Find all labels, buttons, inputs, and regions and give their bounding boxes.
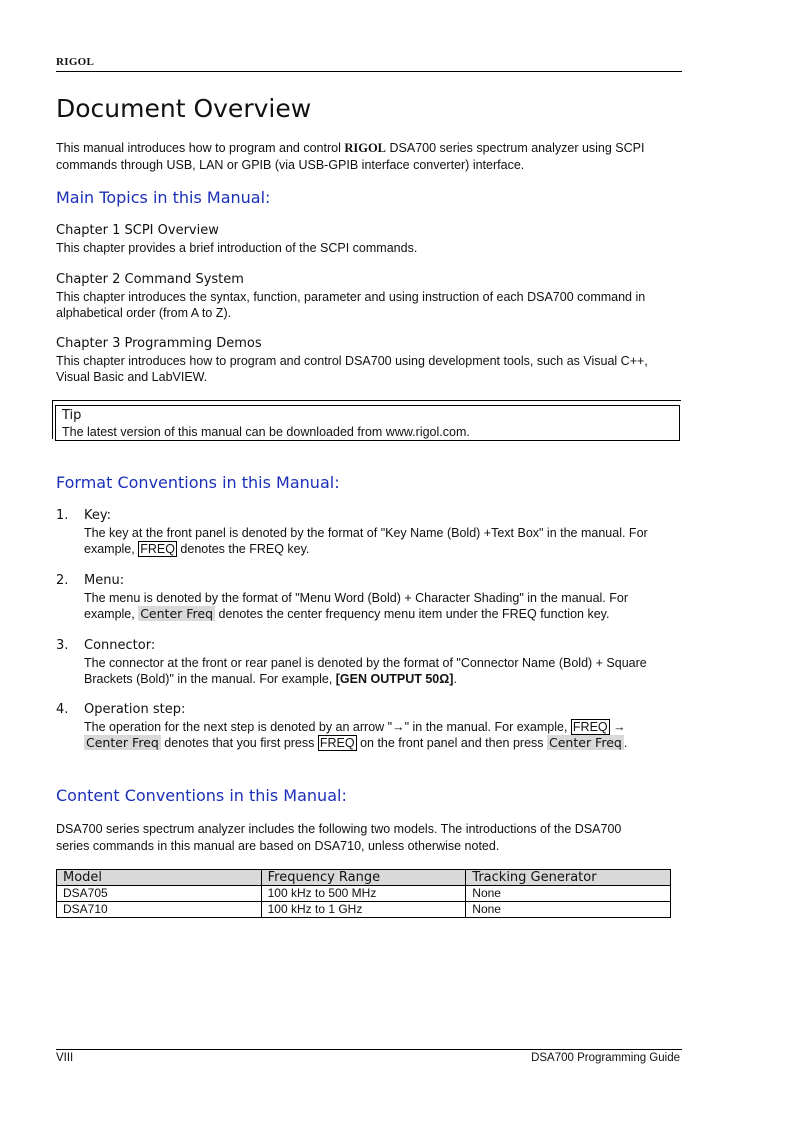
step-desc-end: . xyxy=(623,736,628,750)
intro-text-post: DSA700 series spectrum analyzer using SCPI xyxy=(386,141,645,155)
chapter-3 xyxy=(56,336,686,386)
intro-brand: RIGOL xyxy=(344,141,387,155)
format-item-menu xyxy=(84,573,684,623)
key-desc-post: denotes the FREQ key. xyxy=(176,542,310,556)
header-brand: RIGOL xyxy=(56,56,95,68)
intro-line-2: commands through USB, LAN or GPIB (via USB-GPIB interface converter) interface. xyxy=(56,157,525,172)
key-desc-line-1: The key at the front panel is denoted by the format of "Key Name (Bold) +Text Box" in the manual. For xyxy=(84,525,648,540)
chapter-2 xyxy=(56,272,686,322)
chapter-1-line-1: This chapter provides a brief introduction of the SCPI commands. xyxy=(56,240,418,255)
table-header-cell: Tracking Generator xyxy=(466,870,671,886)
key-desc-pre: example, xyxy=(84,542,139,556)
table-row xyxy=(57,902,671,918)
content-heading: Content Conventions in this Manual: xyxy=(56,786,347,805)
format-item-connector xyxy=(84,638,684,688)
tip-label: Tip xyxy=(62,408,82,423)
content-paragraph xyxy=(56,821,686,854)
table-header-cell: Model xyxy=(57,870,262,886)
format-item-step xyxy=(84,702,684,752)
chapter-1 xyxy=(56,223,686,256)
step-desc-pre: The operation for the next step is denoted by an arrow "→" in the manual. For example, xyxy=(84,719,571,734)
table-cell: 100 kHz to 1 GHz xyxy=(261,902,466,918)
connector-desc-pre: Brackets (Bold)" in the manual. For example, xyxy=(84,672,336,686)
menu-desc-post: denotes the center frequency menu item under the FREQ function key. xyxy=(215,607,610,621)
content-line-1: DSA700 series spectrum analyzer includes the following two models. The introductions of the DSA700 xyxy=(56,822,622,836)
table-cell: DSA705 xyxy=(57,886,262,902)
step-desc-mid: denotes that you first press xyxy=(160,736,318,750)
chapter-3-title: Chapter 3 Programming Demos xyxy=(56,336,262,351)
footer-rule xyxy=(56,1049,682,1050)
table-cell: None xyxy=(466,902,671,918)
chapter-2-line-2: alphabetical order (from A to Z). xyxy=(56,306,232,320)
connector-desc-line-1: The connector at the front or rear panel is denoted by the format of "Connector Name (Bold) + Square xyxy=(84,655,647,670)
table-header-row xyxy=(57,870,671,886)
center-freq-menu-shading: Center Freq xyxy=(140,606,214,621)
table-cell: DSA710 xyxy=(57,902,262,918)
format-heading: Format Conventions in this Manual: xyxy=(56,473,340,492)
connector-desc-post: . xyxy=(453,672,457,686)
chapter-3-line-2: Visual Basic and LabVIEW. xyxy=(56,370,208,384)
chapter-3-line-1: This chapter introduces how to program and control DSA700 using development tools, such as Visual C++, xyxy=(56,353,648,368)
format-item-1-title: Key: xyxy=(84,508,112,523)
arrow-icon: → xyxy=(609,719,626,734)
gen-output-connector: [GEN OUTPUT 50Ω] xyxy=(335,672,454,686)
intro-text-pre: This manual introduces how to program and control xyxy=(56,141,345,155)
menu-desc-line-1: The menu is denoted by the format of "Menu Word (Bold) + Character Shading" in the manual. For xyxy=(84,590,628,605)
step-desc-mid-2: on the front panel and then press xyxy=(356,736,548,750)
step-freq-key-box-2: FREQ xyxy=(319,736,355,750)
format-item-2-title: Menu: xyxy=(84,573,125,588)
format-item-3-title: Connector: xyxy=(84,638,156,653)
table-cell: 100 kHz to 500 MHz xyxy=(261,886,466,902)
format-item-4-title: Operation step: xyxy=(84,702,186,717)
table-header-cell: Frequency Range xyxy=(261,870,466,886)
header-rule xyxy=(56,71,682,72)
format-item-2-number: 2. xyxy=(56,573,69,588)
page-title: Document Overview xyxy=(56,94,312,123)
format-item-1-number: 1. xyxy=(56,508,69,523)
tip-box-shadow-left xyxy=(52,400,53,439)
tip-box-shadow-top xyxy=(52,400,681,401)
table-cell: None xyxy=(466,886,671,902)
footer-guide-title: DSA700 Programming Guide xyxy=(531,1052,680,1064)
step-center-freq-menu: Center Freq xyxy=(86,735,159,750)
main-topics-heading: Main Topics in this Manual: xyxy=(56,188,271,207)
freq-key-box: FREQ xyxy=(140,542,175,556)
footer-page-number: VIII xyxy=(56,1052,74,1064)
tip-text: The latest version of this manual can be downloaded from www.rigol.com. xyxy=(62,425,470,439)
table-row xyxy=(57,886,671,902)
format-item-key xyxy=(84,508,684,558)
intro-paragraph xyxy=(56,140,686,173)
chapter-2-line-1: This chapter introduces the syntax, function, parameter and using instruction of each DSA700 command in xyxy=(56,289,646,304)
step-freq-key-box: FREQ xyxy=(572,719,608,734)
content-line-2: series commands in this manual are based on DSA710, unless otherwise noted. xyxy=(56,838,500,853)
chapter-1-title: Chapter 1 SCPI Overview xyxy=(56,223,219,238)
format-item-4-number: 4. xyxy=(56,702,69,717)
tip-box xyxy=(55,405,680,441)
menu-desc-pre: example, xyxy=(84,607,139,621)
chapter-2-title: Chapter 2 Command System xyxy=(56,272,244,287)
format-item-3-number: 3. xyxy=(56,638,69,653)
model-table xyxy=(56,869,671,918)
step-center-freq-menu-2: Center Freq xyxy=(549,735,622,750)
